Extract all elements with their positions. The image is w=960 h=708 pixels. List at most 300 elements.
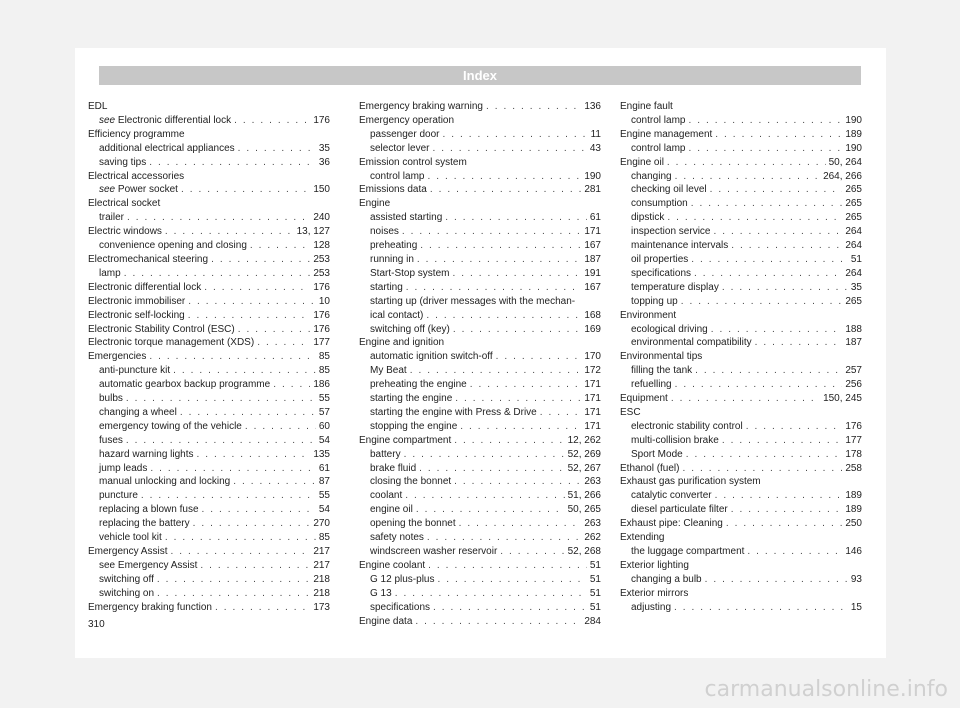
dot-leader xyxy=(126,434,316,448)
index-subentry xyxy=(359,517,601,531)
index-subentry xyxy=(359,531,601,545)
entry-text: opening the bonnet xyxy=(370,518,456,530)
entry-text: starting the engine with Press & Drive xyxy=(370,406,537,418)
entry-text: Ethanol (fuel) xyxy=(620,462,680,474)
index-entry xyxy=(620,462,862,476)
index-entry xyxy=(620,128,862,142)
page-reference: 169 xyxy=(584,323,601,335)
index-subentry xyxy=(359,587,601,601)
index-heading: Engine fault xyxy=(620,101,673,112)
entry-text: ecological driving xyxy=(631,323,708,335)
index-subentry xyxy=(88,156,330,170)
entry-text: specifications xyxy=(370,601,431,613)
entry-text: dipstick xyxy=(631,212,665,224)
dot-leader xyxy=(127,211,310,225)
index-subentry xyxy=(88,434,330,448)
dot-leader xyxy=(211,253,310,267)
dot-leader xyxy=(188,295,316,309)
page-reference: 10 xyxy=(318,295,330,307)
index-subentry xyxy=(88,211,330,225)
page-reference: 190 xyxy=(584,170,601,182)
page-reference: 54 xyxy=(318,434,330,446)
index-subentry xyxy=(359,378,601,392)
entry-text: vehicle tool kit xyxy=(99,532,162,544)
index-subentry xyxy=(88,462,330,476)
dot-leader xyxy=(427,170,581,184)
dot-leader xyxy=(170,545,310,559)
entry-text: switching off (key) xyxy=(370,323,450,335)
dot-leader xyxy=(197,448,311,462)
page-reference: 171 xyxy=(584,406,601,418)
dot-leader xyxy=(710,183,843,197)
dot-leader xyxy=(691,197,843,211)
dot-leader xyxy=(675,378,843,392)
entry-text: changing xyxy=(631,170,672,182)
page-reference: 189 xyxy=(845,504,862,516)
entry-text: switching off xyxy=(99,573,154,585)
dot-leader xyxy=(173,364,316,378)
page-reference: 171 xyxy=(584,420,601,432)
page-reference: 264 xyxy=(845,267,862,279)
index-subentry xyxy=(620,420,862,434)
page-reference: 167 xyxy=(584,240,601,252)
index-subentry xyxy=(620,114,862,128)
index-subentry xyxy=(359,448,601,462)
entry-text: Emissions data xyxy=(359,184,427,196)
index-entry xyxy=(88,253,330,267)
entry-text: oil properties xyxy=(631,253,689,265)
page-reference: 250 xyxy=(845,518,862,530)
index-subentry xyxy=(620,448,862,462)
entry-text: filling the tank xyxy=(631,365,693,377)
entry-text: switching on xyxy=(99,587,155,599)
index-entry xyxy=(359,615,601,629)
index-subentry xyxy=(359,239,601,253)
entry-text: preheating xyxy=(370,240,418,252)
page-reference: 52, 268 xyxy=(567,546,601,557)
page-reference: 270 xyxy=(313,518,330,530)
dot-leader xyxy=(165,531,316,545)
page-reference: 51 xyxy=(850,253,862,265)
page-reference: 189 xyxy=(845,490,862,502)
dot-leader xyxy=(705,573,848,587)
dot-leader xyxy=(686,448,843,462)
dot-leader xyxy=(694,267,842,281)
index-entry xyxy=(620,392,862,406)
entry-text: Electronic self-locking xyxy=(88,309,185,321)
entry-text: closing the bonnet xyxy=(370,476,452,488)
entry-text: lamp xyxy=(99,267,121,279)
entry-text: preheating the engine xyxy=(370,379,467,391)
index-subentry xyxy=(620,183,862,197)
entry-text: windscreen washer reservoir xyxy=(370,546,498,557)
index-subentry xyxy=(359,475,601,489)
entry-text: Engine data xyxy=(359,615,413,627)
index-subentry xyxy=(620,323,862,337)
page-reference: 187 xyxy=(845,337,862,349)
page-reference: 12, 262 xyxy=(567,434,601,446)
index-subentry xyxy=(359,211,601,225)
dot-leader xyxy=(682,462,842,476)
entry-text: see Emergency Assist xyxy=(99,559,198,571)
entry-text: Engine coolant xyxy=(359,559,426,571)
index-subentry xyxy=(359,503,601,517)
entry-target: Electronic differential lock xyxy=(115,114,232,126)
dot-leader xyxy=(124,267,311,281)
index-subentry xyxy=(359,309,601,323)
dot-leader xyxy=(250,239,310,253)
index-entry xyxy=(88,295,330,309)
index-subentry xyxy=(359,142,601,156)
entry-text: control lamp xyxy=(370,170,425,182)
entry-text: emergency towing of the vehicle xyxy=(99,420,242,432)
page-reference: 61 xyxy=(589,212,601,224)
dot-leader xyxy=(455,392,581,406)
page-reference: 52, 269 xyxy=(567,448,601,460)
entry-text: checking oil level xyxy=(631,184,707,196)
page-reference: 50, 264 xyxy=(828,156,862,168)
index-entry xyxy=(620,156,862,170)
page-reference: 136 xyxy=(584,101,601,112)
see-reference: see xyxy=(99,114,116,126)
index-subentry xyxy=(620,267,862,281)
dot-leader xyxy=(715,128,842,142)
index-subentry xyxy=(620,225,862,239)
dot-leader xyxy=(746,420,843,434)
see-reference: see xyxy=(99,184,116,196)
page-reference: 190 xyxy=(845,142,862,154)
page-reference: 217 xyxy=(313,546,330,557)
entry-text: stopping the engine xyxy=(370,420,458,432)
entry-text: G 13 xyxy=(370,587,392,599)
index-subentry xyxy=(620,239,862,253)
dot-leader xyxy=(454,434,564,448)
entry-text: engine oil xyxy=(370,504,413,516)
entry-text: Sport Mode xyxy=(631,448,683,460)
dot-leader xyxy=(681,295,843,309)
index-subentry xyxy=(620,295,862,309)
dot-leader xyxy=(419,462,564,476)
entry-text: the luggage compartment xyxy=(631,546,745,557)
page-reference: 253 xyxy=(313,253,330,265)
index-subentry xyxy=(88,420,330,434)
page-reference: 187 xyxy=(584,253,601,265)
index-entry xyxy=(620,517,862,531)
entry-text: Electronic immobiliser xyxy=(88,295,186,307)
dot-leader xyxy=(731,503,843,517)
page-reference: 168 xyxy=(584,309,601,321)
index-entry xyxy=(88,323,330,337)
index-entry xyxy=(359,559,601,573)
page-reference: 265 xyxy=(845,198,862,210)
page-reference: 265 xyxy=(845,184,862,196)
page-reference: 171 xyxy=(584,379,601,391)
dot-leader xyxy=(126,392,316,406)
page-reference: 240 xyxy=(313,212,330,224)
index-heading: Electrical accessories xyxy=(88,170,185,182)
index-heading: Engine and ignition xyxy=(359,337,445,349)
index-subentry xyxy=(359,253,601,267)
entry-text: ical contact) xyxy=(370,309,424,321)
entry-text: control lamp xyxy=(631,142,686,154)
dot-leader xyxy=(188,309,311,323)
entry-text: Emergencies xyxy=(88,351,147,363)
page-reference: 54 xyxy=(318,504,330,516)
entry-text: brake fluid xyxy=(370,462,417,474)
index-subentry xyxy=(620,364,862,378)
entry-text: hazard warning lights xyxy=(99,448,194,460)
dot-leader xyxy=(688,142,842,156)
index-subentry xyxy=(359,406,601,420)
index-entry xyxy=(88,601,330,615)
entry-text: noises xyxy=(370,226,399,238)
dot-leader xyxy=(204,281,310,295)
index-subentry xyxy=(359,489,601,503)
dot-leader xyxy=(238,323,311,337)
index-subentry xyxy=(88,114,330,128)
index-column-2 xyxy=(359,100,601,628)
dot-leader xyxy=(417,253,581,267)
entry-text: puncture xyxy=(99,490,138,502)
index-entry xyxy=(88,225,330,239)
page-reference: 176 xyxy=(313,114,330,126)
index-heading: Emission control system xyxy=(359,156,467,168)
page-reference: 51, 266 xyxy=(567,490,601,502)
entry-text: catalytic converter xyxy=(631,490,712,502)
index-subentry xyxy=(620,253,862,267)
page-reference: 178 xyxy=(845,448,862,460)
page-reference: 50, 265 xyxy=(567,504,601,516)
dot-leader xyxy=(459,517,582,531)
entry-text: Equipment xyxy=(620,393,668,405)
dot-leader xyxy=(695,364,842,378)
dot-leader xyxy=(405,489,564,503)
index-subentry xyxy=(88,142,330,156)
page-reference: 13, 127 xyxy=(296,226,330,238)
dot-leader xyxy=(420,239,581,253)
index-subentry xyxy=(88,559,330,573)
dot-leader xyxy=(731,239,842,253)
entry-text: specifications xyxy=(631,267,692,279)
page-reference: 167 xyxy=(584,281,601,293)
index-subentry xyxy=(359,281,601,295)
entry-text: saving tips xyxy=(99,156,147,168)
entry-text: additional electrical appliances xyxy=(99,142,235,154)
page-reference: 85 xyxy=(318,351,330,363)
index-subentry xyxy=(359,364,601,378)
dot-leader xyxy=(233,475,316,489)
entry-text: running in xyxy=(370,253,414,265)
page-reference: 263 xyxy=(584,476,601,488)
page-reference: 262 xyxy=(584,532,601,544)
dot-leader xyxy=(667,211,842,225)
page-reference: 87 xyxy=(318,476,330,488)
page-reference: 172 xyxy=(584,365,601,377)
entry-target: Power socket xyxy=(115,184,178,196)
entry-text: starting xyxy=(370,281,403,293)
page-reference: 150 xyxy=(313,184,330,196)
dot-leader xyxy=(715,489,843,503)
page-reference: 150, 245 xyxy=(823,393,862,405)
dot-leader xyxy=(691,253,848,267)
index-subentry xyxy=(88,378,330,392)
page-reference: 171 xyxy=(584,226,601,238)
page-reference: 146 xyxy=(845,546,862,557)
page-reference: 258 xyxy=(845,462,862,474)
index-subentry xyxy=(620,378,862,392)
entry-text: Emergency Assist xyxy=(88,546,168,557)
dot-leader xyxy=(443,128,588,142)
entry-text: Electronic differential lock xyxy=(88,281,202,293)
page-reference: 176 xyxy=(313,323,330,335)
dot-leader xyxy=(430,183,582,197)
index-subentry xyxy=(620,601,862,615)
dot-leader xyxy=(667,156,826,170)
page-reference: 51 xyxy=(589,559,601,571)
dot-leader xyxy=(410,364,582,378)
page-reference: 264 xyxy=(845,240,862,252)
entry-text: electronic stability control xyxy=(631,420,743,432)
index-heading: Electrical socket xyxy=(88,198,161,210)
dot-leader xyxy=(273,378,310,392)
index-entry xyxy=(88,545,330,559)
page-reference: 15 xyxy=(850,601,862,613)
dot-leader xyxy=(157,587,310,601)
dot-leader xyxy=(149,350,316,364)
index-subentry xyxy=(88,475,330,489)
dot-leader xyxy=(722,281,848,295)
index-subentry xyxy=(620,211,862,225)
index-subentry xyxy=(359,462,601,476)
entry-text: fuses xyxy=(99,434,123,446)
dot-leader xyxy=(755,336,843,350)
page-reference: 188 xyxy=(845,323,862,335)
page-reference: 177 xyxy=(845,434,862,446)
page-reference: 264, 266 xyxy=(823,170,862,182)
page-reference: 265 xyxy=(845,295,862,307)
dot-leader xyxy=(215,601,310,615)
entry-text: starting the engine xyxy=(370,393,453,405)
entry-text: assisted starting xyxy=(370,212,443,224)
index-subentry xyxy=(359,128,601,142)
dot-leader xyxy=(428,559,587,573)
dot-leader xyxy=(165,225,294,239)
index-heading: Environment xyxy=(620,309,677,321)
page-reference: 189 xyxy=(845,128,862,140)
dot-leader xyxy=(486,100,581,114)
page-reference: 170 xyxy=(584,351,601,363)
entry-text: temperature display xyxy=(631,281,719,293)
index-subentry xyxy=(88,448,330,462)
dot-leader xyxy=(181,183,310,197)
page-reference: 176 xyxy=(845,420,862,432)
page-reference: 11 xyxy=(590,128,601,140)
dot-leader xyxy=(180,406,316,420)
dot-leader xyxy=(141,489,316,503)
entry-text: maintenance intervals xyxy=(631,240,729,252)
index-heading: Environmental tips xyxy=(620,351,703,363)
dot-leader xyxy=(427,531,581,545)
page-reference: 36 xyxy=(318,156,330,168)
dot-leader xyxy=(157,573,310,587)
dot-leader xyxy=(675,170,820,184)
dot-leader xyxy=(460,420,581,434)
page-reference: 51 xyxy=(589,587,601,599)
index-subentry xyxy=(620,281,862,295)
page-reference: 265 xyxy=(845,212,862,224)
dot-leader xyxy=(404,448,565,462)
entry-text: G 12 plus-plus xyxy=(370,573,435,585)
page-title: Index xyxy=(463,68,497,83)
watermark: carmanualsonline.info xyxy=(704,677,948,702)
index-subentry xyxy=(88,239,330,253)
dot-leader xyxy=(406,281,582,295)
entry-text: coolant xyxy=(370,490,403,502)
dot-leader xyxy=(437,573,586,587)
entry-text: jump leads xyxy=(99,462,148,474)
entry-text: automatic ignition switch-off xyxy=(370,351,493,363)
dot-leader xyxy=(395,587,587,601)
entry-text: Emergency braking warning xyxy=(359,101,483,112)
page-reference: 51 xyxy=(589,601,601,613)
dot-leader xyxy=(496,350,582,364)
dot-leader xyxy=(257,336,310,350)
dot-leader xyxy=(726,517,842,531)
dot-leader xyxy=(202,503,316,517)
dot-leader xyxy=(150,462,316,476)
dot-leader xyxy=(245,420,316,434)
page-reference: 57 xyxy=(318,406,330,418)
entry-text: battery xyxy=(370,448,401,460)
page-reference: 55 xyxy=(318,393,330,405)
page-reference: 256 xyxy=(845,379,862,391)
page-reference: 218 xyxy=(313,587,330,599)
index-subentry xyxy=(359,170,601,184)
entry-text: Emergency braking function xyxy=(88,601,212,613)
entry-text: diesel particulate filter xyxy=(631,504,728,516)
dot-leader xyxy=(722,434,843,448)
index-entry xyxy=(359,434,601,448)
index-subentry xyxy=(620,545,862,559)
entry-text: Engine management xyxy=(620,128,713,140)
index-heading: Exhaust gas purification system xyxy=(620,476,761,488)
entry-text: Electronic torque management (XDS) xyxy=(88,337,255,349)
index-heading: Extending xyxy=(620,532,665,544)
page-reference: 35 xyxy=(318,142,330,154)
entry-text: Engine compartment xyxy=(359,434,452,446)
index-subentry xyxy=(359,267,601,281)
dot-leader xyxy=(674,601,848,615)
entry-text xyxy=(99,183,178,197)
dot-leader xyxy=(688,114,842,128)
index-subentry xyxy=(359,350,601,364)
index-subentry xyxy=(88,406,330,420)
dot-leader xyxy=(452,267,581,281)
dot-leader xyxy=(711,323,843,337)
dot-leader xyxy=(454,475,581,489)
entry-text: adjusting xyxy=(631,601,672,613)
entry-text: inspection service xyxy=(631,226,711,238)
page-reference: 186 xyxy=(313,379,330,391)
index-subentry xyxy=(620,503,862,517)
index-heading: ESC xyxy=(620,406,641,418)
page-reference: 176 xyxy=(313,281,330,293)
index-subentry xyxy=(359,545,601,559)
entry-text: Electric windows xyxy=(88,226,162,238)
index-subentry xyxy=(359,225,601,239)
index-entry xyxy=(88,350,330,364)
index-subentry xyxy=(88,531,330,545)
